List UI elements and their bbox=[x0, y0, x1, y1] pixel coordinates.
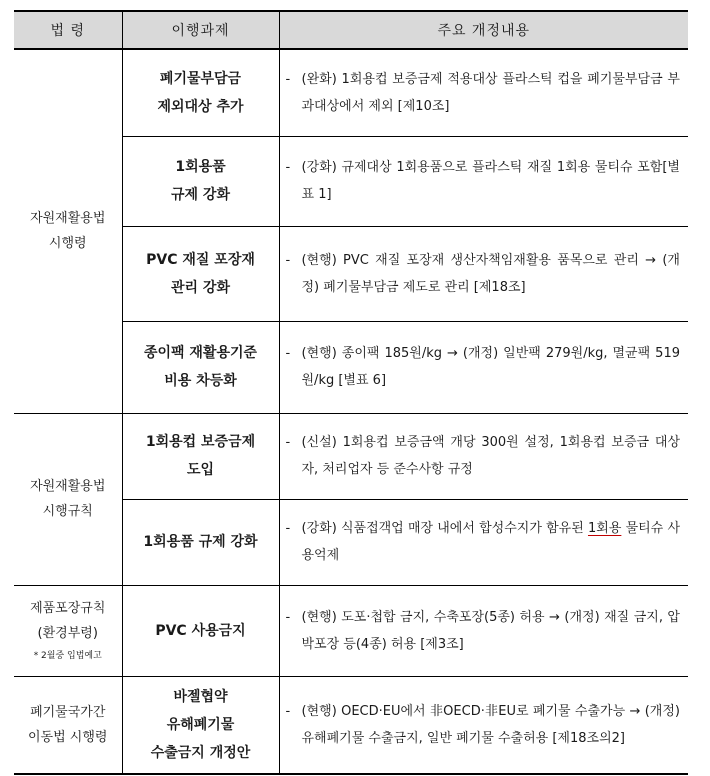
law-cell bbox=[14, 676, 122, 774]
law-line: 시행규칙 bbox=[42, 504, 93, 519]
table-row bbox=[14, 676, 688, 774]
task-cell: PVC 사용금지 bbox=[122, 585, 279, 676]
header-task: 이행과제 bbox=[122, 11, 279, 49]
content-cell: - (강화) 규제대상 1회용품으로 플라스틱 재질 1회용 물티슈 포함[별표 1] bbox=[279, 136, 688, 226]
table-row bbox=[14, 49, 688, 136]
content-text: (현행) 도포·첩합 금지, 수축포장(5종) 허용 → (개정) 재질 금지, 압박포장 등(4종) 허용 [제3조] bbox=[301, 609, 680, 652]
content-text: (강화) 식품접객업 매장 내에서 합성수지가 함유된 1회용 물티슈 사용억제 bbox=[301, 521, 680, 563]
content-cell: - (신설) 1회용컵 보증금액 개당 300원 설정, 1회용컵 보증금 대상자, 처리업자 등 준수사항 규정 bbox=[279, 413, 688, 499]
law-note: * 2월중 입법예고 bbox=[33, 650, 102, 661]
table-row bbox=[14, 413, 688, 499]
content-cell: - (현행) PVC 재질 포장재 생산자책임재활용 품목으로 관리 → (개정) 폐기물부담금 제도로 관리 [제18조] bbox=[279, 226, 688, 321]
content-text: (신설) 1회용컵 보증금액 개당 300원 설정, 1회용컵 보증금 대상자, 처리업자 등 준수사항 규정 bbox=[301, 435, 680, 477]
task-cell: PVC 재질 포장재 관리 강화 bbox=[122, 226, 279, 321]
content-text: (강화) 규제대상 1회용품으로 플라스틱 재질 1회용 물티슈 포함[별표 1] bbox=[301, 160, 680, 202]
content-cell: - (강화) 식품접객업 매장 내에서 합성수지가 함유된 1회용 물티슈 사용억제 bbox=[279, 499, 688, 585]
content-cell: - (현행) OECD·EU에서 非OECD·非EU로 폐기물 수출가능 → (개정) 유해폐기물 수출금지, 일반 폐기물 수출허용 [제18조의2] bbox=[279, 676, 688, 774]
content-cell: - (현행) 도포·첩합 금지, 수축포장(5종) 허용 → (개정) 재질 금지, 압박포장 등(4종) 허용 [제3조] bbox=[279, 585, 688, 676]
header-law: 법 령 bbox=[14, 11, 122, 49]
task-cell: 1회용품 규제 강화 bbox=[122, 499, 279, 585]
law-line: 폐기물국가간 bbox=[30, 704, 106, 720]
header-content: 주요 개정내용 bbox=[279, 11, 688, 49]
task-cell: 폐기물부담금 제외대상 추가 bbox=[122, 49, 279, 136]
law-line: (환경부령) bbox=[37, 625, 98, 641]
content-cell: - (완화) 1회용컵 보증금제 적용대상 플라스틱 컵을 폐기물부담금 부과대상에서 제외 [제10조] bbox=[279, 49, 688, 136]
amendment-table bbox=[14, 10, 688, 775]
law-cell bbox=[14, 413, 122, 585]
underlined-word: 1회용 bbox=[587, 521, 622, 536]
content-text: (현행) 종이팩 185원/kg → (개정) 일반팩 279원/kg, 멸균팩 519원/kg [별표 6] bbox=[301, 346, 680, 388]
header-row bbox=[14, 11, 688, 49]
task-cell: 1회용컵 보증금제 도입 bbox=[122, 413, 279, 499]
law-line: 시행령 bbox=[48, 236, 87, 252]
task-cell: 종이팩 재활용기준 비용 차등화 bbox=[122, 321, 279, 413]
law-line: 자원재활용법 bbox=[30, 211, 106, 227]
task-cell: 1회용품 규제 강화 bbox=[122, 136, 279, 226]
law-cell bbox=[14, 585, 122, 676]
content-text: (현행) PVC 재질 포장재 생산자책임재활용 품목으로 관리 → (개정) 폐기물부담금 제도로 관리 [제18조] bbox=[301, 252, 680, 295]
task-cell: 바젤협약 유해폐기물 수출금지 개정안 bbox=[122, 676, 279, 774]
law-line: 자원재활용법 bbox=[30, 479, 106, 494]
law-line: 제품포장규칙 bbox=[30, 600, 106, 616]
content-text: (완화) 1회용컵 보증금제 적용대상 플라스틱 컵을 폐기물부담금 부과대상에서 제외 [제10조] bbox=[301, 71, 680, 114]
table-row bbox=[14, 585, 688, 676]
law-line: 이동법 시행령 bbox=[28, 729, 108, 745]
content-cell: - (현행) 종이팩 185원/kg → (개정) 일반팩 279원/kg, 멸균팩 519원/kg [별표 6] bbox=[279, 321, 688, 413]
content-text: (현행) OECD·EU에서 非OECD·非EU로 폐기물 수출가능 → (개정) 유해폐기물 수출금지, 일반 폐기물 수출허용 [제18조의2] bbox=[301, 703, 680, 746]
law-cell bbox=[14, 49, 122, 413]
